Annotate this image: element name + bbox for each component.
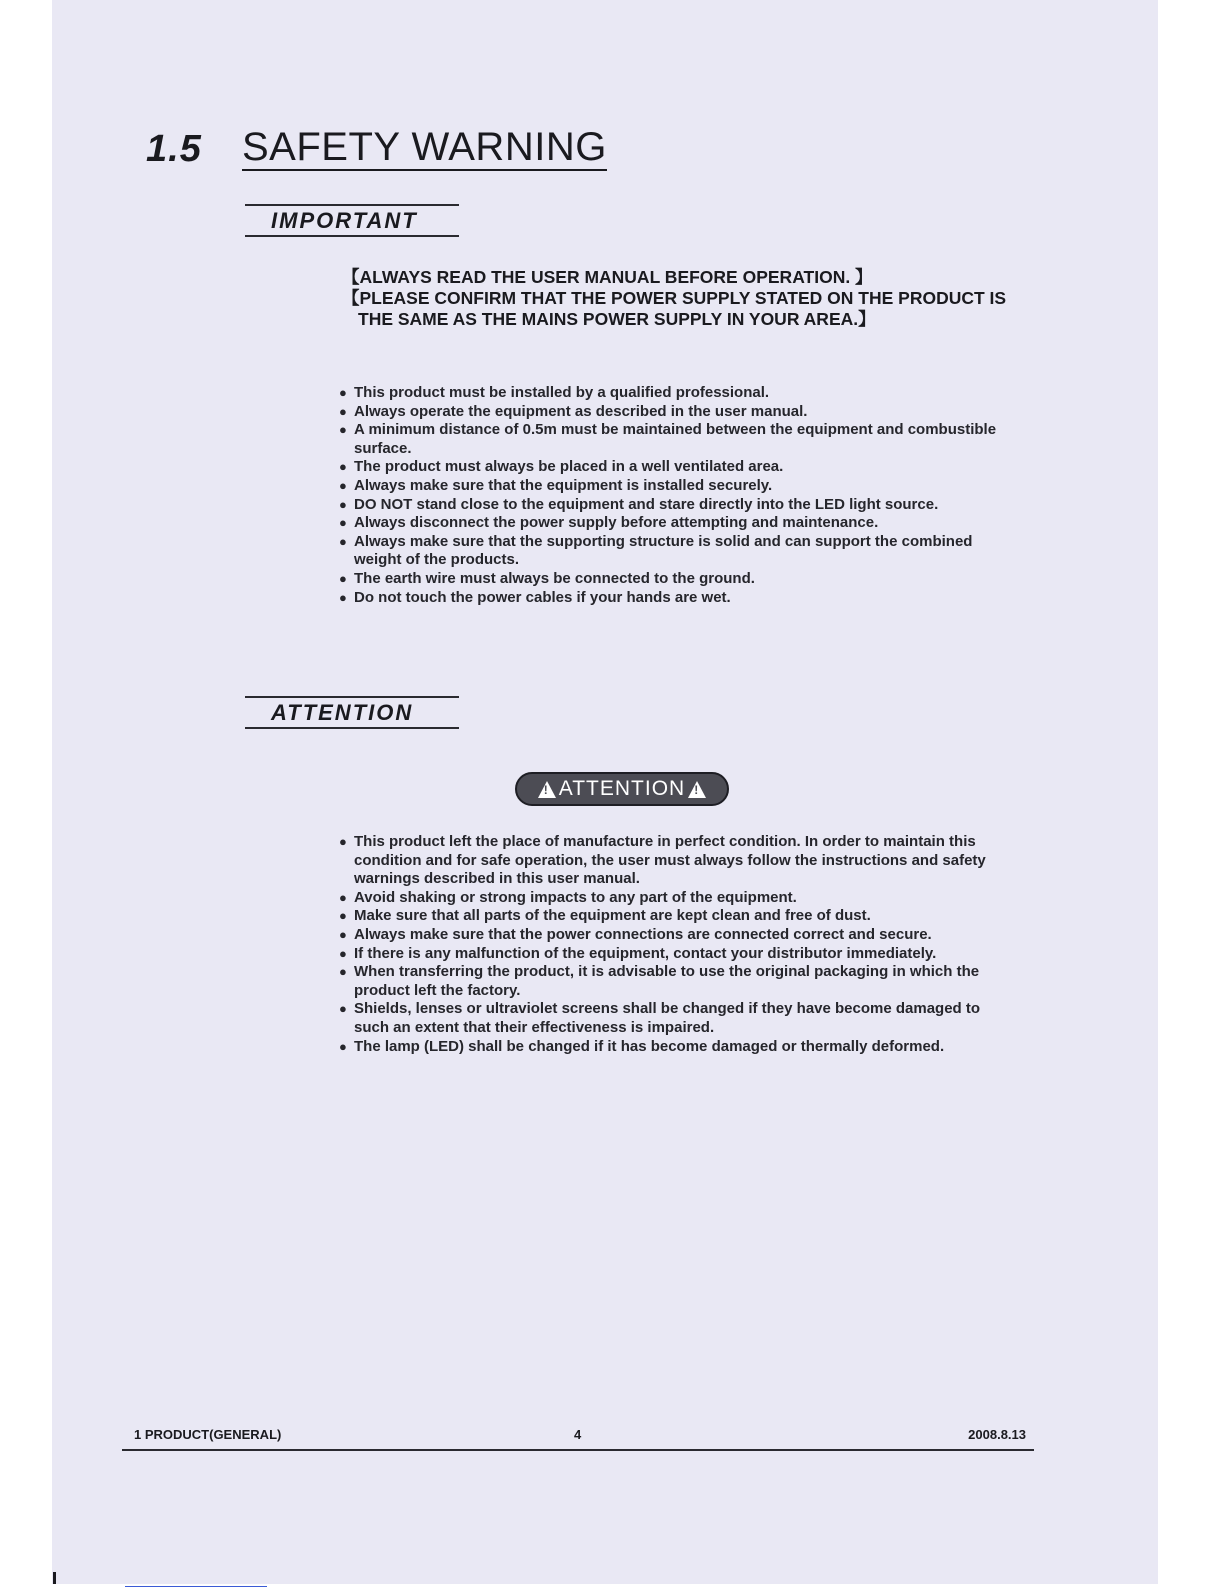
list-item: ● Make sure that all parts of the equipment are kept clean and free of dust.: [339, 907, 871, 925]
bullet-icon: ●: [339, 570, 347, 586]
list-item: ● Do not touch the power cables if your hands are wet.: [339, 588, 731, 606]
bullet-icon: ●: [339, 834, 347, 849]
bullet-icon: ●: [339, 945, 347, 961]
warning-triangle-icon: [688, 781, 706, 798]
list-item: ● If there is any malfunction of the equipment, contact your distributor immediately.: [339, 944, 937, 962]
list-item: ● DO NOT stand close to the equipment and stare directly into the LED light source.: [339, 495, 939, 513]
bullet-icon: ●: [339, 889, 347, 905]
bullet-icon: ●: [339, 1038, 347, 1054]
list-item: ● This product left the place of manufacture in perfect condition. In order to maintain this condition and for safe operation, the user must always follow the instructions and safety warnings described in this user manual.: [339, 833, 986, 888]
bullet-icon: ●: [339, 908, 347, 924]
bullet-icon: ●: [339, 403, 347, 419]
section-title: SAFETY WARNING: [242, 125, 607, 169]
bullet-icon: ●: [339, 533, 347, 549]
notice-read-manual: 【ALWAYS READ THE USER MANUAL BEFORE OPERATION. 】: [342, 267, 873, 287]
bullet-icon: ●: [339, 459, 347, 475]
bullet-icon: ●: [339, 964, 347, 980]
bullet-icon: ●: [339, 1001, 347, 1017]
bullet-icon: ●: [339, 385, 347, 400]
list-item: ● Always make sure that the power connections are connected correct and secure.: [339, 925, 932, 943]
list-item: ● The earth wire must always be connected to the ground.: [339, 569, 755, 587]
section-number: 1.5: [146, 128, 202, 170]
page-number: 4: [574, 1427, 582, 1442]
bullet-icon: ●: [339, 422, 347, 438]
list-item: ● The product must always be placed in a well ventilated area.: [339, 458, 784, 476]
important-heading: IMPORTANT: [245, 204, 459, 237]
list-item: ● Always disconnect the power supply before attempting and maintenance.: [339, 514, 879, 532]
list-item: ● Always operate the equipment as described in the user manual.: [339, 402, 808, 420]
bullet-icon: ●: [339, 589, 347, 605]
attention-badge-label: ATTENTION: [558, 777, 686, 800]
bullet-icon: ●: [339, 477, 347, 493]
list-item: ● This product must be installed by a qualified professional.: [339, 384, 770, 401]
attention-heading: ATTENTION: [245, 696, 459, 729]
important-notices: [342, 267, 1022, 330]
list-item: ● A minimum distance of 0.5m must be maintained between the equipment and combustible surface.: [339, 421, 997, 457]
warning-triangle-icon: [538, 781, 556, 798]
bullet-icon: ●: [339, 515, 347, 531]
notice-power-supply: 【PLEASE CONFIRM THAT THE POWER SUPPLY STATED ON THE PRODUCT IS THE SAME AS THE MAINS POWER SUPPLY IN YOUR AREA.】: [342, 288, 1007, 329]
list-item: ● Always make sure that the supporting structure is solid and can support the combined weight of the products.: [339, 532, 973, 569]
attention-bullet-list: [338, 833, 994, 1056]
list-item: ● The lamp (LED) shall be changed if it has become damaged or thermally deformed.: [339, 1037, 945, 1055]
list-item: ● Always make sure that the equipment is installed securely.: [339, 476, 773, 494]
footer-date: 2008.8.13: [968, 1427, 1026, 1442]
bullet-icon: ●: [339, 926, 347, 942]
footer-chapter: 1 PRODUCT(GENERAL): [134, 1427, 282, 1442]
important-bullet-list: [338, 384, 1000, 607]
list-item: ● Shields, lenses or ultraviolet screens shall be changed if they have become damaged to such an extent that their effectiveness is impaired.: [339, 1000, 981, 1036]
list-item: ● When transferring the product, it is advisable to use the original packaging in which the product left the factory.: [339, 963, 980, 999]
list-item: ● Avoid shaking or strong impacts to any part of the equipment.: [339, 888, 797, 906]
page-footer: [122, 1425, 1034, 1451]
bullet-icon: ●: [339, 496, 347, 512]
attention-badge: [515, 772, 729, 806]
scan-edge-mark: [53, 1572, 56, 1584]
